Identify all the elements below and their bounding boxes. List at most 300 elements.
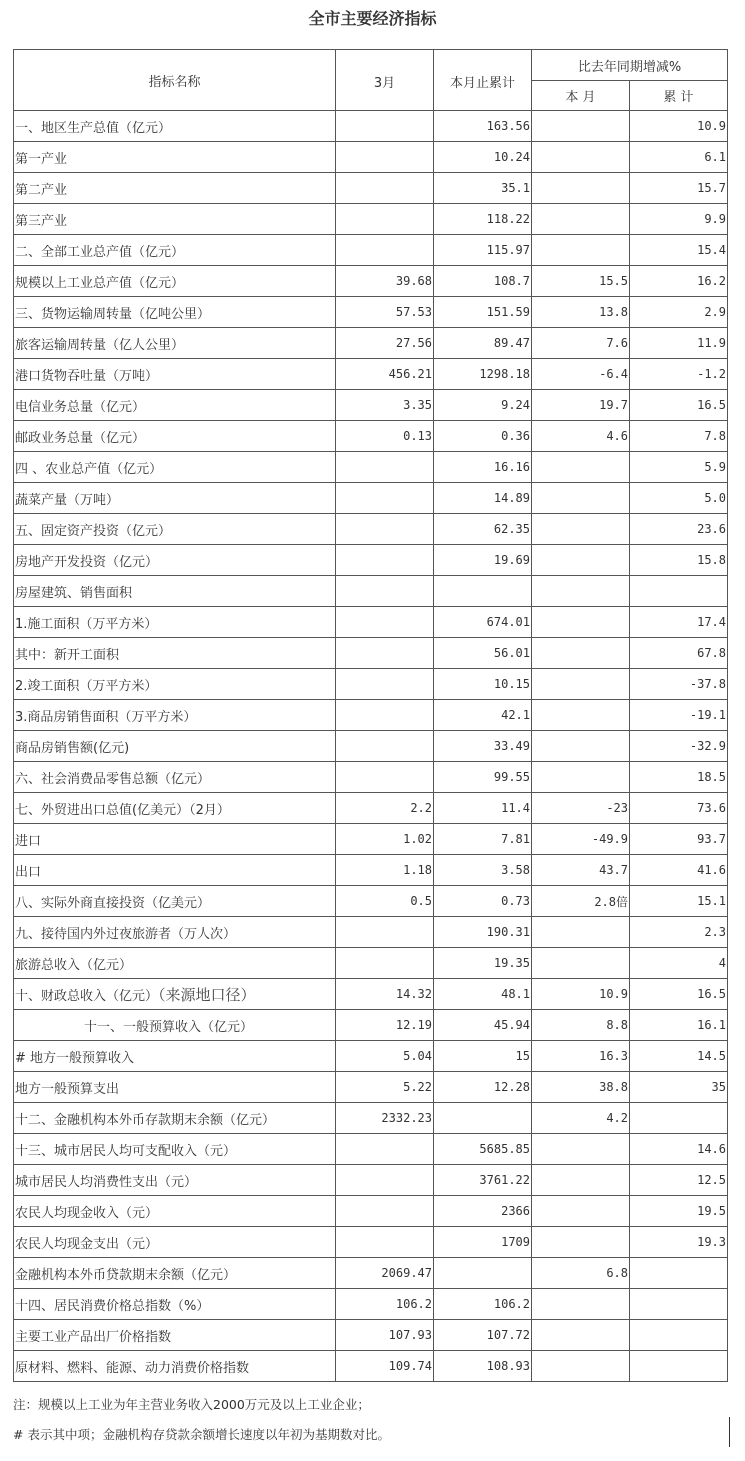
row-name <box>14 1258 336 1289</box>
cell-change-cumulative: -1.2 <box>630 359 728 390</box>
row-name <box>14 173 336 204</box>
row-name <box>14 1041 336 1072</box>
row-name <box>14 576 336 607</box>
cell-change-month <box>532 514 630 545</box>
table-row <box>14 235 728 266</box>
row-name <box>14 886 336 917</box>
cell-month: 456.21 <box>336 359 434 390</box>
cell-month <box>336 452 434 483</box>
header-change: 比去年同期增减% <box>532 50 728 81</box>
cell-cumulative: 62.35 <box>434 514 532 545</box>
row-name-text: 十一、一般预算收入（亿元） <box>84 1019 254 1035</box>
table-row <box>14 669 728 700</box>
row-name-text: 农民人均现金支出（元） <box>15 1236 159 1252</box>
cell-change-month <box>532 235 630 266</box>
row-name-text: 旅游总收入（亿元） <box>15 957 133 973</box>
row-name <box>14 545 336 576</box>
table-row <box>14 545 728 576</box>
row-name <box>14 390 336 421</box>
table-row <box>14 855 728 886</box>
cell-change-cumulative: 12.5 <box>630 1165 728 1196</box>
table-row <box>14 1258 728 1289</box>
row-name <box>14 1165 336 1196</box>
cell-month: 14.32 <box>336 979 434 1010</box>
row-name-text: 十三、城市居民人均可支配收入（元） <box>15 1143 237 1159</box>
cell-month <box>336 545 434 576</box>
cell-month <box>336 514 434 545</box>
row-name-text: 商品房销售额(亿元) <box>15 740 130 756</box>
row-name <box>14 948 336 979</box>
cell-month <box>336 607 434 638</box>
table-row <box>14 514 728 545</box>
table-row <box>14 390 728 421</box>
cell-change-month: 13.8 <box>532 297 630 328</box>
cell-month <box>336 700 434 731</box>
row-name-text: 进口 <box>15 833 42 849</box>
row-name-text: 蔬菜产量（万吨） <box>15 492 120 508</box>
cell-month: 5.04 <box>336 1041 434 1072</box>
cell-change-month <box>532 669 630 700</box>
cell-change-month <box>532 917 630 948</box>
table-row <box>14 700 728 731</box>
cell-change-cumulative: 67.8 <box>630 638 728 669</box>
table-row <box>14 1072 728 1103</box>
row-name-text: 地方一般预算支出 <box>15 1081 120 1097</box>
cell-change-month <box>532 452 630 483</box>
cell-cumulative: 7.81 <box>434 824 532 855</box>
cell-change-cumulative: 41.6 <box>630 855 728 886</box>
cell-change-cumulative: 14.5 <box>630 1041 728 1072</box>
cell-change-month <box>532 204 630 235</box>
cell-change-month: 7.6 <box>532 328 630 359</box>
cell-cumulative: 106.2 <box>434 1289 532 1320</box>
cell-month <box>336 731 434 762</box>
cell-change-month <box>532 142 630 173</box>
cell-cumulative: 1298.18 <box>434 359 532 390</box>
table-row <box>14 1134 728 1165</box>
row-name-text: # 地方一般预算收入 <box>15 1050 135 1066</box>
table-row <box>14 731 728 762</box>
cell-change-month: 2.8倍 <box>532 886 630 917</box>
row-name <box>14 607 336 638</box>
row-name-text: 原材料、燃料、能源、动力消费价格指数 <box>15 1360 250 1376</box>
cell-change-month <box>532 545 630 576</box>
cell-change-month: -6.4 <box>532 359 630 390</box>
cell-month <box>336 576 434 607</box>
cell-month <box>336 1196 434 1227</box>
row-name <box>14 1103 336 1134</box>
cell-change-cumulative: 14.6 <box>630 1134 728 1165</box>
cell-change-cumulative: 16.5 <box>630 390 728 421</box>
cell-change-cumulative: 15.4 <box>630 235 728 266</box>
row-name-text: 规模以上工业总产值（亿元） <box>15 275 185 291</box>
row-name <box>14 669 336 700</box>
cell-cumulative: 16.16 <box>434 452 532 483</box>
row-name-text: 十、财政总收入（亿元） <box>15 988 159 1004</box>
row-name <box>14 917 336 948</box>
row-name-text: 二、全部工业总产值（亿元） <box>15 244 185 260</box>
cell-month <box>336 762 434 793</box>
cell-cumulative: 15 <box>434 1041 532 1072</box>
cell-month <box>336 1165 434 1196</box>
table-row <box>14 173 728 204</box>
table-row <box>14 1165 728 1196</box>
table-row <box>14 917 728 948</box>
cell-change-cumulative: 17.4 <box>630 607 728 638</box>
table-row <box>14 793 728 824</box>
row-name-text: 第二产业 <box>15 182 68 198</box>
row-name-text: 电信业务总量（亿元） <box>15 399 146 415</box>
table-row <box>14 1227 728 1258</box>
row-name <box>14 979 336 1010</box>
cell-month: 2069.47 <box>336 1258 434 1289</box>
table-row <box>14 762 728 793</box>
cell-change-cumulative: -19.1 <box>630 700 728 731</box>
row-name <box>14 235 336 266</box>
cell-cumulative: 9.24 <box>434 390 532 421</box>
cell-cumulative: 151.59 <box>434 297 532 328</box>
cell-change-cumulative <box>630 1351 728 1382</box>
cell-change-cumulative: 15.7 <box>630 173 728 204</box>
cell-month <box>336 204 434 235</box>
row-name <box>14 421 336 452</box>
cell-change-cumulative <box>630 1103 728 1134</box>
row-name-text: 其中：新开工面积 <box>15 647 120 663</box>
cell-change-month: 43.7 <box>532 855 630 886</box>
cell-change-month <box>532 1165 630 1196</box>
cell-change-cumulative: 6.1 <box>630 142 728 173</box>
cell-cumulative: 107.72 <box>434 1320 532 1351</box>
cell-cumulative: 10.24 <box>434 142 532 173</box>
cell-change-month: 8.8 <box>532 1010 630 1041</box>
cell-change-cumulative: 15.1 <box>630 886 728 917</box>
table-row <box>14 1196 728 1227</box>
header-cumulative: 本月止累计 <box>434 50 532 111</box>
cell-cumulative: 19.69 <box>434 545 532 576</box>
row-name <box>14 514 336 545</box>
row-name <box>14 328 336 359</box>
cell-change-month: 16.3 <box>532 1041 630 1072</box>
cell-change-month <box>532 700 630 731</box>
row-name-text: 五、固定资产投资（亿元） <box>15 523 172 539</box>
cell-month: 1.02 <box>336 824 434 855</box>
cell-change-month: 4.2 <box>532 1103 630 1134</box>
cell-change-cumulative: 23.6 <box>630 514 728 545</box>
cell-cumulative: 33.49 <box>434 731 532 762</box>
row-name <box>14 1227 336 1258</box>
table-row <box>14 1103 728 1134</box>
header-change-month: 本 月 <box>532 81 630 111</box>
row-name <box>14 266 336 297</box>
row-name <box>14 111 336 142</box>
cell-change-month <box>532 576 630 607</box>
cell-month: 1.18 <box>336 855 434 886</box>
table-row <box>14 297 728 328</box>
table-row <box>14 421 728 452</box>
cell-cumulative: 3761.22 <box>434 1165 532 1196</box>
row-name <box>14 1320 336 1351</box>
cell-change-cumulative: 11.9 <box>630 328 728 359</box>
header-name: 指标名称 <box>14 50 336 111</box>
cell-cumulative: 19.35 <box>434 948 532 979</box>
cell-change-month: 6.8 <box>532 1258 630 1289</box>
cell-cumulative: 190.31 <box>434 917 532 948</box>
cell-change-month: 10.9 <box>532 979 630 1010</box>
cell-month: 5.22 <box>336 1072 434 1103</box>
cell-change-cumulative: 93.7 <box>630 824 728 855</box>
page-title: 全市主要经济指标 <box>308 9 437 28</box>
row-name-text: 一、地区生产总值（亿元） <box>15 120 172 136</box>
row-name <box>14 1351 336 1382</box>
cell-cumulative: 1709 <box>434 1227 532 1258</box>
cell-change-month <box>532 948 630 979</box>
cell-change-cumulative: 16.2 <box>630 266 728 297</box>
row-name-text: 2.竣工面积（万平方米） <box>15 678 158 694</box>
cell-cumulative: 45.94 <box>434 1010 532 1041</box>
row-name-suffix: （来源地口径） <box>158 985 256 1004</box>
cell-change-month <box>532 483 630 514</box>
cell-month: 109.74 <box>336 1351 434 1382</box>
cell-change-cumulative: 16.1 <box>630 1010 728 1041</box>
cell-cumulative: 14.89 <box>434 483 532 514</box>
row-name <box>14 700 336 731</box>
row-name <box>14 452 336 483</box>
table-row <box>14 1010 728 1041</box>
cell-change-cumulative: 5.0 <box>630 483 728 514</box>
row-name <box>14 142 336 173</box>
cell-cumulative: 3.58 <box>434 855 532 886</box>
cell-change-cumulative <box>630 1258 728 1289</box>
row-name-text: 九、接待国内外过夜旅游者（万人次） <box>15 926 237 942</box>
cell-cumulative: 118.22 <box>434 204 532 235</box>
row-name-text: 城市居民人均消费性支出（元） <box>15 1174 198 1190</box>
cell-change-cumulative <box>630 1289 728 1320</box>
cell-month: 0.13 <box>336 421 434 452</box>
table-row <box>14 979 728 1010</box>
table-row <box>14 266 728 297</box>
cell-cumulative <box>434 1258 532 1289</box>
cell-cumulative: 11.4 <box>434 793 532 824</box>
cell-cumulative: 0.73 <box>434 886 532 917</box>
cell-cumulative: 12.28 <box>434 1072 532 1103</box>
row-name-text: 三、货物运输周转量（亿吨公里） <box>15 306 211 322</box>
cell-change-cumulative: 10.9 <box>630 111 728 142</box>
row-name <box>14 1134 336 1165</box>
footnote-1: 注：规模以上工业为年主营业务收入2000万元及以上工业企业； <box>13 1397 370 1412</box>
cell-change-month <box>532 638 630 669</box>
cell-month <box>336 917 434 948</box>
table-row <box>14 1289 728 1320</box>
cell-change-cumulative: 5.9 <box>630 452 728 483</box>
cell-change-month <box>532 1351 630 1382</box>
table-row <box>14 1041 728 1072</box>
cell-month: 57.53 <box>336 297 434 328</box>
cell-change-month <box>532 607 630 638</box>
table-row <box>14 1320 728 1351</box>
cell-month <box>336 483 434 514</box>
cell-change-month <box>532 1227 630 1258</box>
table-row <box>14 576 728 607</box>
cell-cumulative: 42.1 <box>434 700 532 731</box>
cell-change-month <box>532 731 630 762</box>
footnote-2: # 表示其中项；金融机构存贷款余额增长速度以年初为基期数对比。 <box>13 1427 390 1442</box>
cell-change-cumulative: 73.6 <box>630 793 728 824</box>
cell-change-month <box>532 1289 630 1320</box>
cell-month: 107.93 <box>336 1320 434 1351</box>
row-name-text: 十四、居民消费价格总指数（%） <box>15 1298 210 1314</box>
cell-cumulative: 10.15 <box>434 669 532 700</box>
row-name <box>14 204 336 235</box>
cell-cumulative: 163.56 <box>434 111 532 142</box>
cell-cumulative: 89.47 <box>434 328 532 359</box>
table-row <box>14 111 728 142</box>
row-name-text: 第一产业 <box>15 151 68 167</box>
header-change-cumulative: 累 计 <box>630 81 728 111</box>
cell-cumulative <box>434 576 532 607</box>
cell-change-month: 15.5 <box>532 266 630 297</box>
cell-cumulative: 115.97 <box>434 235 532 266</box>
cell-change-cumulative: 2.3 <box>630 917 728 948</box>
cell-change-month: -23 <box>532 793 630 824</box>
cell-change-month <box>532 173 630 204</box>
cell-month: 2332.23 <box>336 1103 434 1134</box>
row-name-text: 主要工业产品出厂价格指数 <box>15 1329 172 1345</box>
row-name <box>14 638 336 669</box>
row-name <box>14 762 336 793</box>
cell-change-month <box>532 1320 630 1351</box>
cell-cumulative: 108.7 <box>434 266 532 297</box>
table-body <box>14 111 728 1382</box>
cell-change-month: 4.6 <box>532 421 630 452</box>
cell-cumulative: 674.01 <box>434 607 532 638</box>
cell-month <box>336 1134 434 1165</box>
cell-month: 106.2 <box>336 1289 434 1320</box>
cell-month: 0.5 <box>336 886 434 917</box>
row-name <box>14 824 336 855</box>
cell-change-cumulative: 7.8 <box>630 421 728 452</box>
cell-month: 2.2 <box>336 793 434 824</box>
row-name-text: 六、社会消费品零售总额（亿元） <box>15 771 211 787</box>
table-row <box>14 452 728 483</box>
row-name-text: 房屋建筑、销售面积 <box>15 585 133 601</box>
cell-cumulative: 56.01 <box>434 638 532 669</box>
cell-change-cumulative: 16.5 <box>630 979 728 1010</box>
row-name <box>14 1010 336 1041</box>
table-row <box>14 328 728 359</box>
indicators-table <box>13 49 728 1382</box>
row-name <box>14 1196 336 1227</box>
row-name-text: 农民人均现金收入（元） <box>15 1205 159 1221</box>
row-name-text: 金融机构本外币贷款期末余额（亿元） <box>15 1267 237 1283</box>
cell-month <box>336 1227 434 1258</box>
divider <box>729 1417 730 1447</box>
cell-month <box>336 173 434 204</box>
row-name <box>14 855 336 886</box>
cell-change-cumulative <box>630 576 728 607</box>
cell-month: 12.19 <box>336 1010 434 1041</box>
cell-change-cumulative: -32.9 <box>630 731 728 762</box>
row-name <box>14 483 336 514</box>
table-row <box>14 483 728 514</box>
cell-change-cumulative: 2.9 <box>630 297 728 328</box>
cell-change-month <box>532 111 630 142</box>
cell-cumulative: 108.93 <box>434 1351 532 1382</box>
table-row <box>14 824 728 855</box>
cell-change-cumulative: 35 <box>630 1072 728 1103</box>
cell-change-cumulative: 19.5 <box>630 1196 728 1227</box>
cell-change-cumulative: 19.3 <box>630 1227 728 1258</box>
table-header-row <box>14 50 728 81</box>
row-name-text: 八、实际外商直接投资（亿美元） <box>15 895 211 911</box>
cell-change-month <box>532 1134 630 1165</box>
table-row <box>14 948 728 979</box>
cell-cumulative: 35.1 <box>434 173 532 204</box>
cell-change-month <box>532 1196 630 1227</box>
row-name <box>14 1289 336 1320</box>
cell-cumulative: 99.55 <box>434 762 532 793</box>
row-name <box>14 297 336 328</box>
table-row <box>14 142 728 173</box>
row-name-text: 出口 <box>15 864 42 880</box>
cell-change-cumulative: 18.5 <box>630 762 728 793</box>
cell-cumulative: 0.36 <box>434 421 532 452</box>
cell-month <box>336 948 434 979</box>
cell-change-cumulative: -37.8 <box>630 669 728 700</box>
header-month: 3月 <box>336 50 434 111</box>
row-name-text: 邮政业务总量（亿元） <box>15 430 146 446</box>
row-name <box>14 793 336 824</box>
cell-change-cumulative: 15.8 <box>630 545 728 576</box>
cell-change-month: -49.9 <box>532 824 630 855</box>
row-name <box>14 1072 336 1103</box>
row-name-text: 第三产业 <box>15 213 68 229</box>
cell-change-month: 19.7 <box>532 390 630 421</box>
cell-cumulative: 48.1 <box>434 979 532 1010</box>
table-row <box>14 204 728 235</box>
cell-change-month: 38.8 <box>532 1072 630 1103</box>
cell-month <box>336 669 434 700</box>
cell-month <box>336 638 434 669</box>
row-name <box>14 359 336 390</box>
cell-cumulative: 5685.85 <box>434 1134 532 1165</box>
table-row <box>14 359 728 390</box>
cell-change-month <box>532 762 630 793</box>
row-name <box>14 731 336 762</box>
row-name-text: 港口货物吞吐量（万吨） <box>15 368 159 384</box>
cell-month <box>336 142 434 173</box>
table-row <box>14 638 728 669</box>
cell-month: 39.68 <box>336 266 434 297</box>
table-row <box>14 1351 728 1382</box>
row-name-text: 3.商品房销售面积（万平方米） <box>15 709 197 725</box>
cell-change-cumulative: 9.9 <box>630 204 728 235</box>
row-name-text: 房地产开发投资（亿元） <box>15 554 159 570</box>
cell-change-cumulative <box>630 1320 728 1351</box>
cell-change-cumulative: 4 <box>630 948 728 979</box>
cell-month <box>336 235 434 266</box>
cell-month: 3.35 <box>336 390 434 421</box>
row-name-text: 七、外贸进出口总值(亿美元）（2月） <box>15 802 230 818</box>
cell-cumulative: 2366 <box>434 1196 532 1227</box>
row-name-text: 四 、农业总产值（亿元） <box>15 461 163 477</box>
cell-month: 27.56 <box>336 328 434 359</box>
cell-cumulative <box>434 1103 532 1134</box>
table-row <box>14 886 728 917</box>
row-name-text: 1.施工面积（万平方米） <box>15 616 158 632</box>
row-name-text: 旅客运输周转量（亿人公里） <box>15 337 185 353</box>
row-name-text: 十二、金融机构本外币存款期末余额（亿元） <box>15 1112 276 1128</box>
cell-month <box>336 111 434 142</box>
